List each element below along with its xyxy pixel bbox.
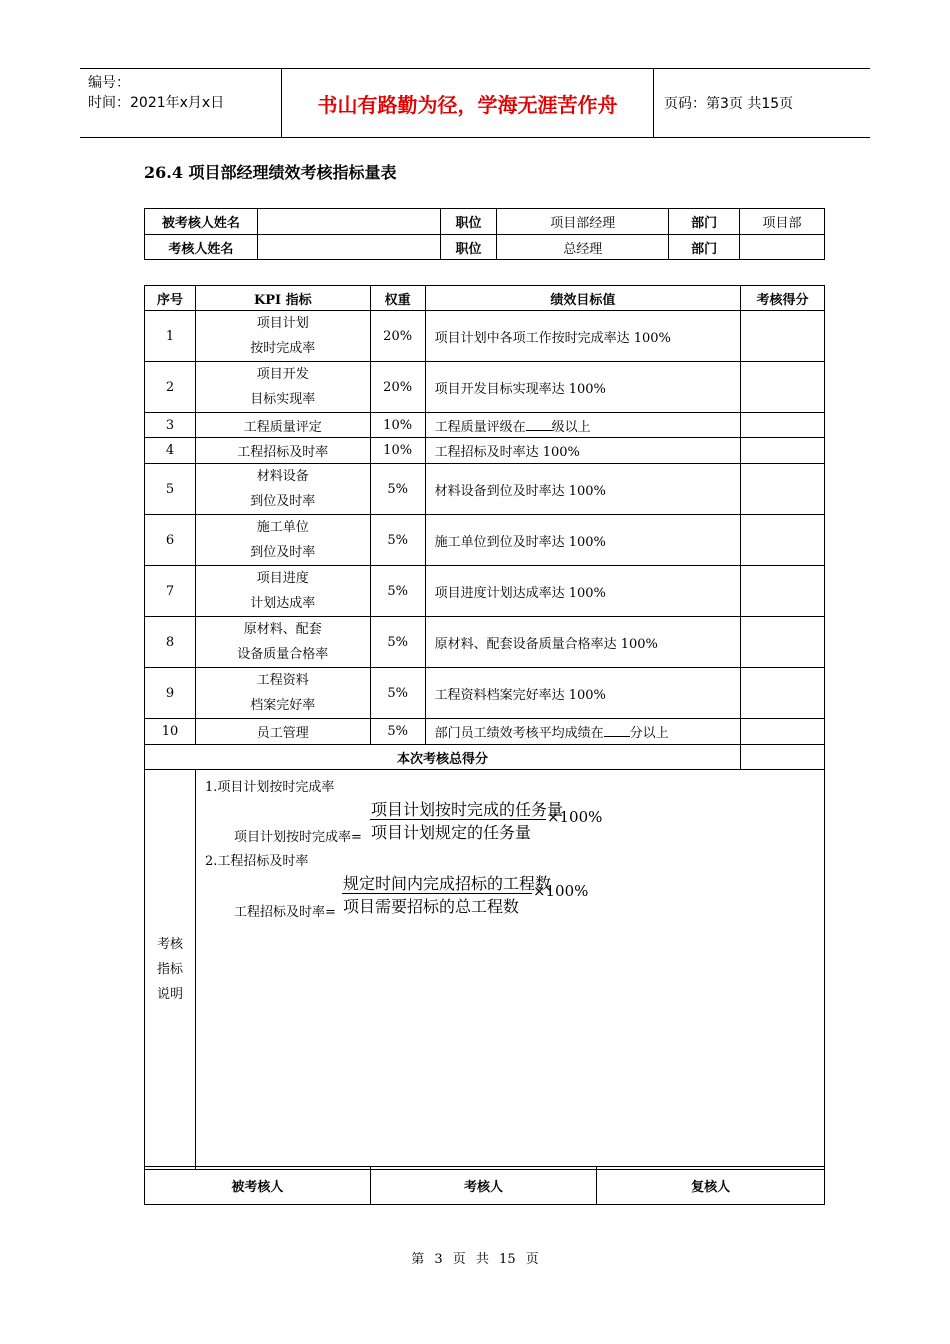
target-text: 级以上 — [551, 419, 591, 435]
kpi-cell — [195, 617, 370, 668]
signature-table — [144, 1166, 825, 1205]
note-item2-numerator: 规定时间内完成招标的工程数 — [342, 874, 551, 893]
notes-content — [195, 770, 824, 1170]
seq-cell: 8 — [145, 617, 196, 668]
target-cell: 项目进度计划达成率达 100% — [425, 566, 741, 617]
time-label: 时间：2021年x月x日 — [88, 95, 225, 111]
score-cell[interactable] — [741, 719, 825, 745]
col-header-target: 绩效目标值 — [425, 286, 741, 311]
table-row — [145, 668, 825, 719]
kpi-cell: 工程招标及时率 — [195, 438, 370, 464]
table-row — [145, 311, 825, 362]
notes-label — [145, 770, 196, 1170]
note-item1-title: 1.项目计划按时完成率 — [204, 780, 335, 795]
seq-cell: 6 — [145, 515, 196, 566]
header-divider — [653, 69, 654, 137]
target-text: 工程质量评级在 — [434, 419, 526, 435]
table-row — [145, 566, 825, 617]
target-text: 分以上 — [629, 726, 669, 741]
score-cell[interactable] — [741, 311, 825, 362]
kpi-cell — [195, 515, 370, 566]
motto: 书山有路勤为径，学海无涯苦作舟 — [317, 93, 618, 117]
reviewer-signature[interactable]: 复核人 — [597, 1167, 825, 1205]
info-table — [144, 208, 825, 260]
col-header-score: 考核得分 — [741, 286, 825, 311]
kpi-line: 工程资料 — [256, 673, 309, 688]
seq-cell: 1 — [145, 311, 196, 362]
total-row — [145, 745, 825, 770]
seq-cell: 7 — [145, 566, 196, 617]
weight-cell: 20% — [370, 362, 425, 413]
fill-blank[interactable] — [526, 418, 552, 431]
kpi-line: 项目开发 — [256, 367, 309, 382]
target-cell: 工程招标及时率达 100% — [425, 438, 741, 464]
notes-label-line: 说明 — [156, 987, 183, 1002]
position-label: 职位 — [440, 209, 497, 235]
kpi-cell — [195, 311, 370, 362]
weight-cell: 5% — [370, 464, 425, 515]
kpi-line: 材料设备 — [256, 469, 309, 484]
note-item2-denominator: 项目需要招标的总工程数 — [342, 897, 519, 916]
department-label: 部门 — [669, 235, 740, 260]
note-item1-lhs: 项目计划按时完成率= — [233, 830, 362, 845]
assessor-signature[interactable]: 考核人 — [370, 1167, 597, 1205]
note-item1-denominator: 项目计划规定的任务量 — [370, 823, 531, 842]
kpi-line: 施工单位 — [256, 520, 309, 535]
score-cell[interactable] — [741, 413, 825, 438]
target-cell: 材料设备到位及时率达 100% — [425, 464, 741, 515]
page-info: 页码：第3页 共15页 — [664, 96, 794, 112]
notes-label-line: 指标 — [156, 962, 183, 977]
kpi-line: 档案完好率 — [250, 698, 316, 713]
score-cell[interactable] — [741, 438, 825, 464]
kpi-line: 设备质量合格率 — [237, 647, 329, 662]
target-text: 部门员工绩效考核平均成绩在 — [434, 726, 604, 741]
position-label: 职位 — [440, 235, 497, 260]
target-cell: 工程资料档案完好率达 100% — [425, 668, 741, 719]
weight-cell: 5% — [370, 566, 425, 617]
kpi-cell — [195, 362, 370, 413]
kpi-cell: 员工管理 — [195, 719, 370, 745]
score-cell[interactable] — [741, 362, 825, 413]
doc-title: 26.4 项目部经理绩效考核指标量表 — [144, 163, 397, 182]
seq-cell: 10 — [145, 719, 196, 745]
assessee-position-value: 项目部经理 — [497, 209, 669, 235]
table-row — [145, 719, 825, 745]
table-row — [145, 617, 825, 668]
assessor-name-label: 考核人姓名 — [145, 235, 258, 260]
assessor-position-value: 总经理 — [497, 235, 669, 260]
seq-cell: 4 — [145, 438, 196, 464]
table-row — [145, 413, 825, 438]
col-header-kpi: KPI 指标 — [195, 286, 370, 311]
col-header-weight: 权重 — [370, 286, 425, 311]
weight-cell: 10% — [370, 413, 425, 438]
score-cell[interactable] — [741, 515, 825, 566]
table-row — [145, 362, 825, 413]
target-cell — [425, 413, 741, 438]
kpi-line: 到位及时率 — [250, 545, 316, 560]
table-row — [145, 464, 825, 515]
note-item2-multiplier: ×100% — [532, 882, 589, 900]
assessee-name-label: 被考核人姓名 — [145, 209, 258, 235]
kpi-table — [144, 285, 825, 1170]
table-row — [145, 515, 825, 566]
kpi-cell — [195, 566, 370, 617]
score-cell[interactable] — [741, 464, 825, 515]
score-cell[interactable] — [741, 668, 825, 719]
kpi-line: 计划达成率 — [250, 596, 316, 611]
target-cell: 项目计划中各项工作按时完成率达 100% — [425, 311, 741, 362]
weight-cell: 5% — [370, 617, 425, 668]
page-header — [80, 68, 870, 138]
score-cell[interactable] — [741, 566, 825, 617]
total-score-cell[interactable] — [741, 745, 825, 770]
kpi-cell — [195, 464, 370, 515]
note-item1-multiplier: ×100% — [546, 808, 603, 826]
kpi-line: 到位及时率 — [250, 494, 316, 509]
weight-cell: 20% — [370, 311, 425, 362]
total-score-label: 本次考核总得分 — [145, 745, 741, 770]
kpi-line: 原材料、配套 — [243, 622, 322, 637]
weight-cell: 5% — [370, 668, 425, 719]
fill-blank[interactable] — [604, 724, 630, 737]
note-item2-title: 2.工程招标及时率 — [204, 854, 309, 869]
kpi-line: 按时完成率 — [250, 341, 316, 356]
kpi-line: 目标实现率 — [250, 392, 316, 407]
target-cell: 原材料、配套设备质量合格率达 100% — [425, 617, 741, 668]
assessee-signature[interactable]: 被考核人 — [145, 1167, 371, 1205]
seq-cell: 2 — [145, 362, 196, 413]
note-item1-numerator: 项目计划按时完成的任务量 — [370, 800, 563, 819]
table-row — [145, 438, 825, 464]
kpi-cell: 工程质量评定 — [195, 413, 370, 438]
seq-cell: 9 — [145, 668, 196, 719]
department-label: 部门 — [669, 209, 740, 235]
page-footer: 第 3 页 共 15 页 — [411, 1252, 539, 1267]
target-cell: 施工单位到位及时率达 100% — [425, 515, 741, 566]
header-left — [88, 73, 284, 113]
notes-row — [145, 770, 825, 1170]
assessee-department-value: 项目部 — [740, 209, 825, 235]
assessee-name-value[interactable] — [257, 209, 440, 235]
notes-label-line: 考核 — [156, 937, 183, 952]
target-cell: 项目开发目标实现率达 100% — [425, 362, 741, 413]
note-item2-lhs: 工程招标及时率= — [233, 905, 336, 920]
kpi-line: 项目计划 — [256, 316, 309, 331]
weight-cell: 5% — [370, 719, 425, 745]
seq-cell: 3 — [145, 413, 196, 438]
col-header-seq: 序号 — [145, 286, 196, 311]
target-cell — [425, 719, 741, 745]
weight-cell: 5% — [370, 515, 425, 566]
kpi-cell — [195, 668, 370, 719]
kpi-line: 项目进度 — [256, 571, 309, 586]
assessor-name-value[interactable] — [257, 235, 440, 260]
assessor-department-value[interactable] — [740, 235, 825, 260]
seq-cell: 5 — [145, 464, 196, 515]
score-cell[interactable] — [741, 617, 825, 668]
number-label: 编号： — [88, 75, 130, 91]
weight-cell: 10% — [370, 438, 425, 464]
